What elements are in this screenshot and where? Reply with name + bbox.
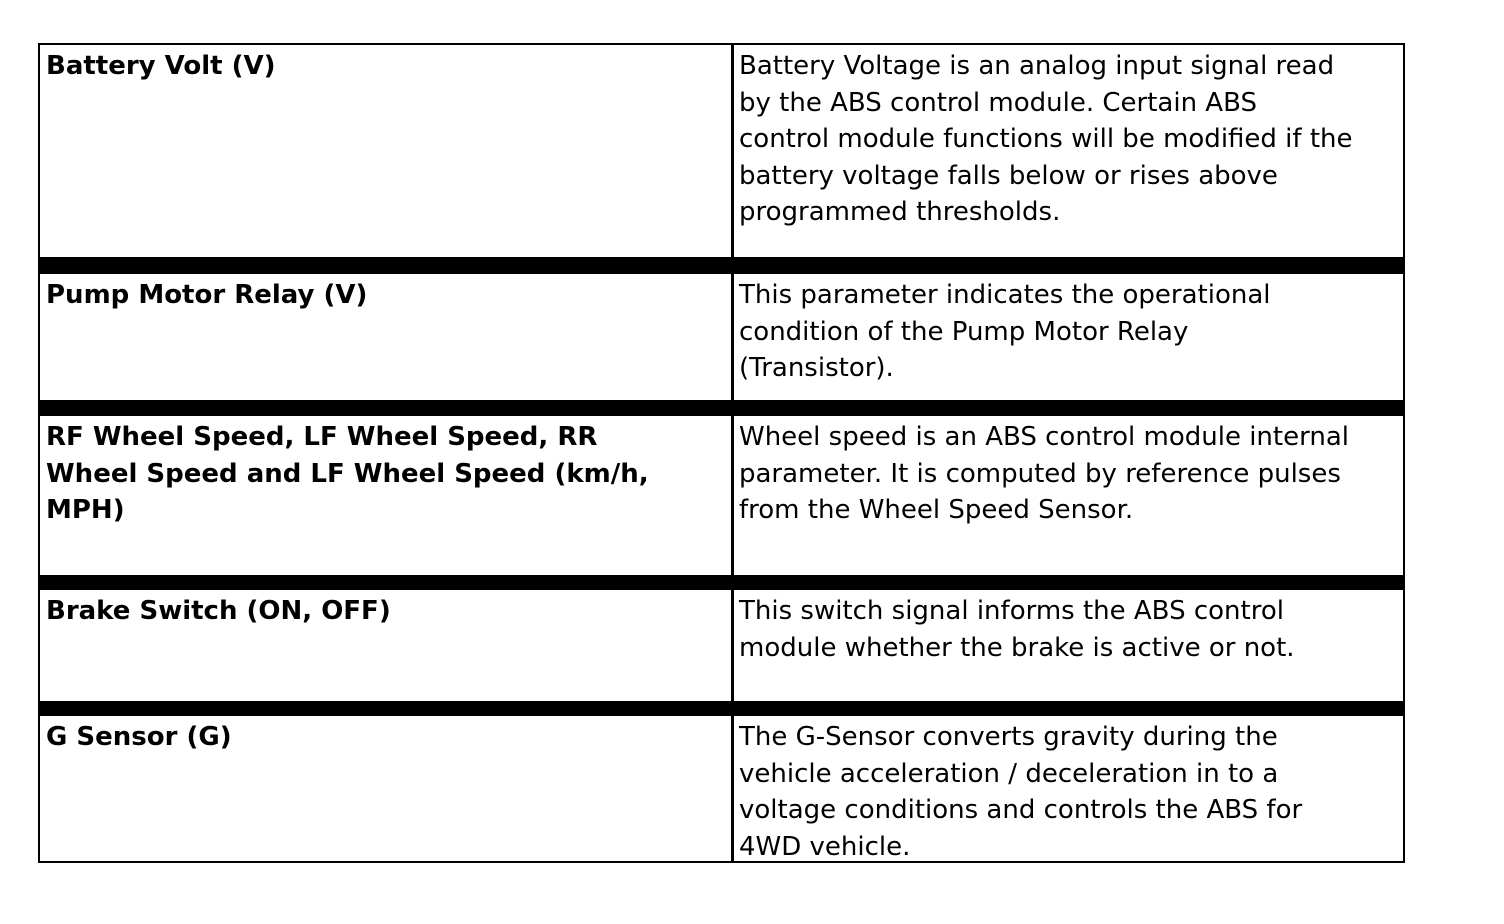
parameter-name: Pump Motor Relay (V)	[46, 280, 368, 310]
description-line: control module functions will be modified if the	[739, 124, 1353, 154]
description-line: (Transistor).	[739, 353, 894, 383]
parameter-cell	[40, 45, 731, 257]
description-line: 4WD vehicle.	[739, 831, 911, 862]
description-line: This parameter indicates the operational	[739, 280, 1271, 310]
parameter-table	[38, 43, 1405, 863]
description-line: condition of the Pump Motor Relay	[739, 316, 1189, 347]
table-row	[40, 274, 1403, 400]
parameter-name: MPH)	[46, 495, 125, 525]
description-cell	[731, 590, 1403, 701]
description-line: Battery Voltage is an analog input signal read	[739, 51, 1335, 81]
description-line: from the Wheel Speed Sensor.	[739, 495, 1134, 525]
row-divider	[40, 257, 1403, 274]
row-divider	[40, 400, 1403, 416]
description-line: vehicle acceleration / deceleration in to a	[739, 758, 1279, 789]
parameter-name: G Sensor (G)	[46, 722, 232, 752]
description-line: This switch signal informs the ABS control	[739, 596, 1284, 626]
description-cell	[731, 45, 1403, 257]
parameter-name: Brake Switch (ON, OFF)	[46, 596, 391, 626]
description-cell	[731, 416, 1403, 575]
description-line: The G-Sensor converts gravity during the	[739, 722, 1278, 752]
description-line: voltage conditions and controls the ABS for	[739, 795, 1303, 825]
parameter-cell	[40, 416, 731, 575]
parameter-cell	[40, 274, 731, 400]
row-divider	[40, 575, 1403, 590]
parameter-name: Wheel Speed and LF Wheel Speed (km/h,	[46, 458, 649, 489]
parameter-name: RF Wheel Speed, LF Wheel Speed, RR	[46, 422, 598, 452]
table-row	[40, 590, 1403, 701]
description-cell	[731, 274, 1403, 400]
description-line: battery voltage falls below or rises above	[739, 160, 1278, 191]
description-cell	[731, 716, 1403, 861]
description-line: Wheel speed is an ABS control module internal	[739, 422, 1349, 452]
table-row	[40, 416, 1403, 575]
row-divider	[40, 701, 1403, 716]
description-line: module whether the brake is active or not.	[739, 632, 1295, 663]
description-line: by the ABS control module. Certain ABS	[739, 87, 1257, 118]
description-line: parameter. It is computed by reference pulses	[739, 458, 1341, 489]
parameter-name: Battery Volt (V)	[46, 51, 276, 81]
table-row	[40, 716, 1403, 861]
description-line: programmed thresholds.	[739, 197, 1061, 227]
table-row	[40, 45, 1403, 257]
parameter-cell	[40, 716, 731, 861]
parameter-cell	[40, 590, 731, 701]
